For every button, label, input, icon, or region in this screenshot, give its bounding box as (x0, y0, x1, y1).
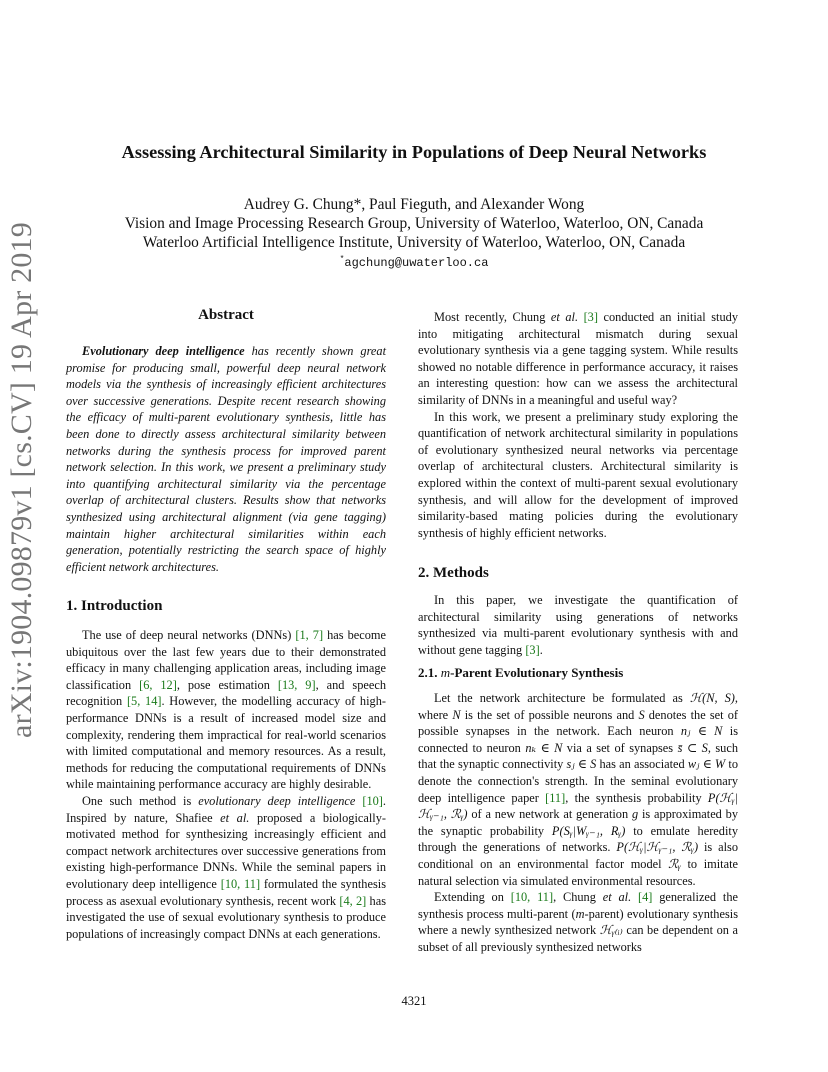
email-text[interactable]: agchung@uwaterloo.ca (344, 256, 489, 270)
affiliation-1: Vision and Image Processing Research Group, University of Waterloo, Waterloo, ON, Canada (124, 215, 704, 232)
intro-body (66, 627, 386, 942)
methods-heading: 2. Methods (418, 565, 489, 581)
intro-paragraph-2: One such method is evolutionary deep intelligence [10]. Inspired by nature, Shafiee et al. proposed a biologically-motivated method for synthesizing increasingly efficient and compact network architectures over successive generations from existing high-performance DNNs. While the seminal papers in evolutionary deep intelligence [10, 11] formulated the synthesis process as asexual evolutionary synthesis, recent work [4, 2] has investigated the use of sexual evolutionary synthesis to produce populations of increasingly compact DNNs at each generations. (66, 793, 387, 941)
affiliation-2: Waterloo Artificial Intelligence Institute, University of Waterloo, Waterloo, ON, Canada (142, 234, 686, 251)
arxiv-id[interactable]: arXiv:1904.09879v1 [cs.CV] 19 Apr 2019 (5, 222, 38, 738)
methods-paragraph-2: Extending on [10, 11], Chung et al. [4] generalized the synthesis process multi-parent (m-parent) evolutionary synthesis where a newly synthesized network ℋᵧ₍ᵢ₎ can be dependent on a subset of all previously synthesized networks (418, 890, 738, 954)
citation-link[interactable]: [4, 2] (339, 893, 367, 908)
citation-link[interactable]: [13, 9] (277, 677, 316, 692)
abstract-body (66, 343, 386, 575)
citation-link[interactable]: [10, 11] (510, 890, 554, 905)
citation-link[interactable]: [10, 11] (220, 876, 261, 891)
right-column-top (418, 309, 738, 541)
intro-paragraph-1: The use of deep neural networks (DNNs) [1, 7] has become ubiquitous over the last few years due to their demonstrated efficacy in many challenging application areas, including image classification [6, 12], pose estimation [13, 9], and speech recognition [5, 14]. However, the modelling accuracy of high-performance DNNs is a result of increased model size and complexity, rendering them impractical for real-world scenarios with limited computational and memory resources. As a result, methods for reducing the computational requirements of DNNs while maintaining performance accuracy are highly desirable. (66, 628, 386, 792)
right-paragraph-1: Most recently, Chung et al. [3] conducted an initial study into mitigating architectural mismatch during sexual evolutionary synthesis via a gene tagging system. While results showed no notable difference in performance accuracy, it raises an interesting question: how can we assess the architectural similarity of DNNs in a meaningful and useful way? (418, 310, 738, 407)
author-email[interactable] (60, 255, 768, 270)
citation-link[interactable]: [10] (362, 793, 383, 808)
methods-paragraph-1: Let the network architecture be formulated as ℋ(N, S), where N is the set of possible neurons and S denotes the set of possible synapses in the network. Each neuron nⱼ ∈ N is connected to neuron nₖ ∈ N via a set of synapses s̄ ⊂ S, such that the synaptic connectivity sⱼ ∈ S has an associated wⱼ ∈ W to denote the connection's strength. In the seminal evolutionary deep intelligence paper [11], the synthesis probability P(ℋᵧ|ℋᵧ₋₁, ℛᵧ) of a new network at generation g is approximated by the synaptic probability P(Sᵧ|Wᵧ₋₁, Rᵧ) to emulate heredity through the generations of networks. P(ℋᵧ|ℋᵧ₋₁, ℛᵧ) is also conditional on an environmental factor model ℛᵧ to imitate natural selection via simulated environmental resources. (418, 691, 739, 888)
citation-link[interactable]: [3] (583, 310, 598, 324)
intro-heading: 1. Introduction (66, 598, 163, 614)
paper-title: Assessing Architectural Similarity in Populations of Deep Neural Networks (121, 142, 707, 162)
abstract-lead: Evolutionary deep intelligence (82, 344, 245, 358)
citation-link[interactable]: [4] (637, 890, 653, 905)
email-marker: * (339, 255, 345, 264)
citation-link[interactable]: [3] (525, 642, 540, 657)
citation-link[interactable]: [1, 7] (295, 628, 324, 642)
page-number: 4321 (401, 994, 427, 1008)
abstract-heading: Abstract (198, 307, 254, 323)
subsection-heading: 2.1. m-Parent Evolutionary Synthesis (418, 665, 624, 680)
right-paragraph-2: In this work, we present a preliminary study exploring the quantification of network architectural similarity in populations of evolutionary synthesized neural networks via percentage overlap of architectural clusters. Architectural similarity is explored within the context of multi-parent sexual evolutionary synthesis, and will allow for the development of improved similarity-based mating policies during the evolutionary synthesis of highly efficient networks. (418, 409, 738, 540)
abstract-text: has recently shown great promise for producing small, powerful deep neural network models via the synthesis of increasingly efficient architectures over successive generations. Despite recent research showing the efficacy of multi-parent evolutionary synthesis, little has been done to directly assess architectural similarity between networks during the synthesis process for improved parent network selection. In this work, we present a preliminary study into quantifying architectural similarity via the percentage overlap of architectural clusters. Results show that networks synthesized using architectural alignment (via gene tagging) maintain higher architectural similarities within each generation, potentially restricting the search space of highly efficient network architectures. (66, 344, 387, 574)
authors: Audrey G. Chung*, Paul Fieguth, and Alexander Wong (243, 196, 585, 213)
citation-link[interactable]: [5, 14] (126, 694, 162, 709)
citation-link[interactable]: [6, 12] (139, 677, 177, 692)
methods-body (418, 690, 738, 956)
citation-link[interactable]: [11] (545, 790, 566, 805)
methods-intro: In this paper, we investigate the quantification of architectural similarity using generations of networks synthesized via multi-parent evolutionary synthesis with and without gene tagging [3]. (418, 593, 738, 657)
